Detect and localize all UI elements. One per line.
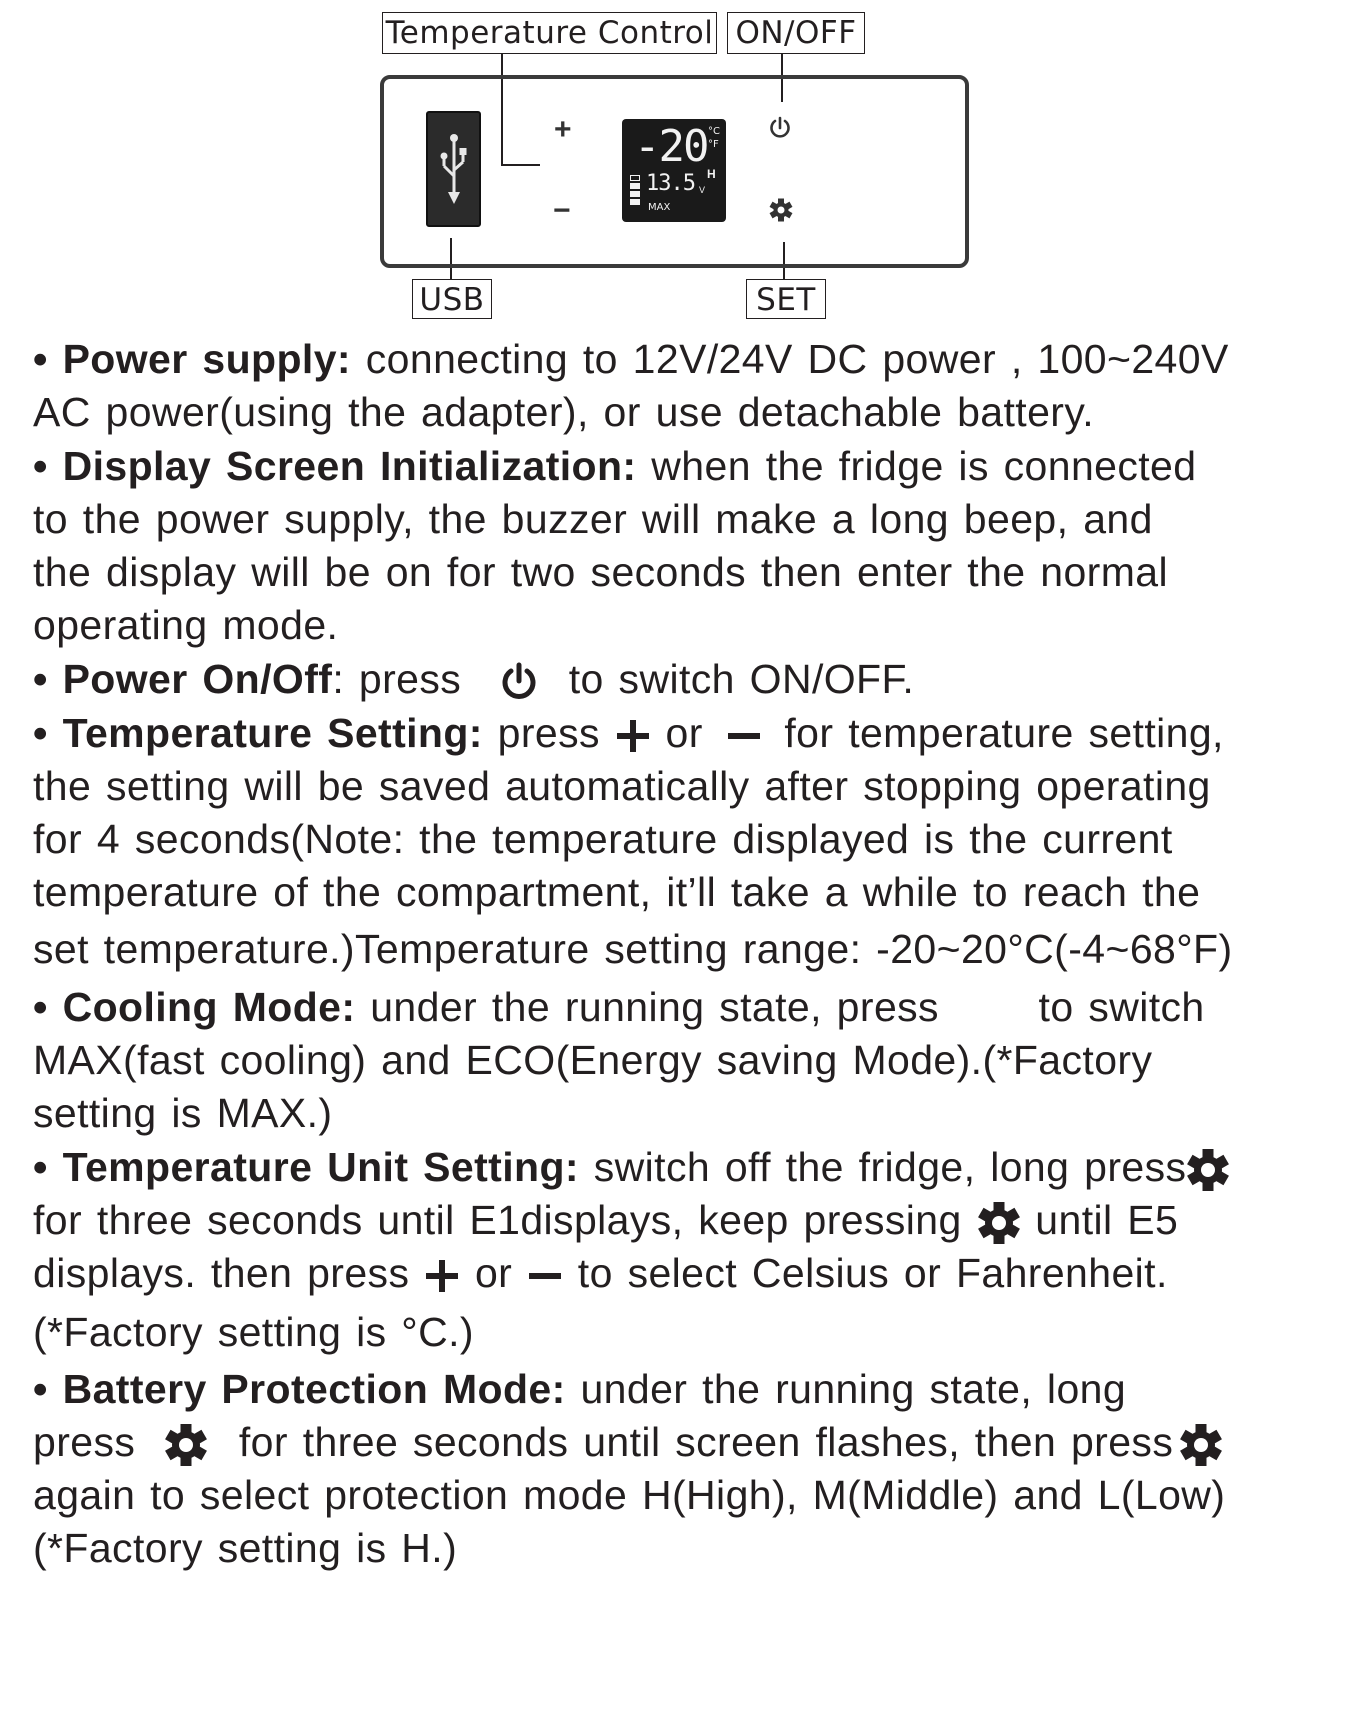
battery-protection-text-a: under the running state, long — [565, 1366, 1127, 1412]
power-on-off-line: • Power On/Off: press to switch ON/OFF. — [33, 656, 915, 702]
plus-icon — [615, 718, 651, 754]
battery-protection-line-4: (*Factory setting is H.) — [33, 1525, 458, 1571]
panel-minus-button[interactable]: − — [553, 194, 571, 227]
display-init-text-1: when the fridge is connected — [636, 443, 1197, 489]
lcd-display — [622, 119, 726, 222]
unit-setting-line-1: • Temperature Unit Setting: switch off the fridge, long press — [33, 1142, 1230, 1192]
unit-setting-line-2 — [33, 1195, 1178, 1245]
unit-setting-line-3 — [33, 1248, 1168, 1298]
gear-icon — [977, 1201, 1021, 1245]
temp-setting-line-1: • Temperature Setting: press or for temperature setting, — [33, 710, 1224, 756]
power-on-off-text-a: : press — [332, 656, 476, 702]
unit-setting-heading: Temperature Unit Setting: — [62, 1144, 579, 1190]
unit-setting-text-a: switch off the fridge, long press — [578, 1144, 1187, 1190]
unit-setting-text-3c: to select Celsius or Fahrenheit. — [563, 1250, 1168, 1296]
plus-icon — [424, 1258, 460, 1294]
temp-setting-heading: Temperature Setting: — [62, 710, 483, 756]
temp-setting-text-b: or — [650, 710, 718, 756]
usb-port[interactable] — [426, 111, 481, 227]
lcd-voltage-unit: V — [699, 185, 706, 195]
cooling-mode-heading: Cooling Mode: — [62, 984, 356, 1030]
panel-power-button[interactable] — [767, 115, 793, 141]
gear-icon — [164, 1423, 208, 1467]
display-init-line-2: to the power supply, the buzzer will make a long beep, and — [33, 496, 1153, 542]
temp-setting-text-a: press — [482, 710, 615, 756]
set-label: SET — [746, 279, 826, 319]
power-supply-line-2: AC power(using the adapter), or use detachable battery. — [33, 389, 1094, 435]
cooling-mode-line-3: setting is MAX.) — [33, 1090, 333, 1136]
lcd-unit-f: °F — [708, 139, 719, 150]
panel-plus-button[interactable]: + — [554, 113, 572, 146]
power-on-off-heading: Power On/Off — [62, 656, 333, 702]
temperature-control-label: Temperature Control — [382, 12, 717, 54]
battery-protection-line-3: again to select protection mode H(High), M(Middle) and L(Low) — [33, 1472, 1226, 1518]
display-init-line-4: operating mode. — [33, 602, 339, 648]
display-init-heading: Display Screen Initialization: — [62, 443, 637, 489]
power-on-off-text-b: to switch ON/OFF. — [553, 656, 915, 702]
lcd-mode: MAX — [648, 202, 671, 213]
gear-icon — [1186, 1148, 1230, 1192]
lcd-voltage: 13.5 — [646, 171, 695, 196]
battery-protection-heading: Battery Protection Mode: — [62, 1366, 566, 1412]
unit-setting-text-3b: or — [460, 1250, 527, 1296]
control-panel-diagram — [0, 0, 1369, 330]
battery-protection-line-2 — [33, 1417, 1223, 1467]
cooling-mode-text-a: under the running state, press — [355, 984, 954, 1030]
display-init-line-3: the display will be on for two seconds then enter the normal — [33, 549, 1168, 595]
power-supply-text-1: connecting to 12V/24V DC power , 100~240V — [350, 336, 1229, 382]
usb-icon — [439, 130, 469, 208]
battery-protection-text-2b: for three seconds until screen flashes, then press — [224, 1419, 1174, 1465]
power-icon — [498, 661, 540, 703]
lcd-battery-indicator — [630, 175, 640, 213]
minus-icon — [527, 1258, 563, 1294]
lcd-protection-level: H — [707, 167, 716, 181]
temp-setting-text-c: for temperature setting, — [769, 710, 1224, 756]
panel-set-button[interactable] — [769, 198, 793, 222]
temp-setting-line-2: the setting will be saved automatically after stopping operating — [33, 763, 1211, 809]
unit-setting-text-2b: until E5 — [1020, 1197, 1179, 1243]
temp-setting-line-5: set temperature.)Temperature setting range: -20~20°C(-4~68°F) — [33, 926, 1233, 972]
unit-setting-text-2a: for three seconds until E1displays, keep pressing — [33, 1197, 977, 1243]
temp-setting-line-4: temperature of the compartment, it’ll take a while to reach the — [33, 869, 1201, 915]
power-supply-heading: Power supply: — [62, 336, 351, 382]
cooling-mode-line-2: MAX(fast cooling) and ECO(Energy saving Mode).(*Factory — [33, 1037, 1153, 1083]
power-supply-line-1: • Power supply: connecting to 12V/24V DC power , 100~240V — [33, 336, 1229, 382]
on-off-label: ON/OFF — [727, 12, 865, 54]
battery-protection-text-2a: press — [33, 1419, 151, 1465]
unit-setting-line-4: (*Factory setting is °C.) — [33, 1309, 474, 1355]
temp-setting-line-3: for 4 seconds(Note: the temperature displayed is the current — [33, 816, 1173, 862]
cooling-mode-line-1: • Cooling Mode: under the running state, press to switch — [33, 984, 1205, 1030]
battery-protection-line-1: • Battery Protection Mode: under the running state, long — [33, 1366, 1127, 1412]
cooling-mode-text-b: to switch — [1023, 984, 1205, 1030]
unit-setting-text-3a: displays. then press — [33, 1250, 425, 1296]
gear-icon — [1179, 1423, 1223, 1467]
display-init-line-1: • Display Screen Initialization: when the fridge is connected — [33, 443, 1197, 489]
usb-label: USB — [412, 279, 492, 319]
minus-icon — [726, 718, 762, 754]
lcd-temperature: -20 — [634, 121, 708, 172]
lcd-unit-c: °C — [708, 126, 720, 137]
